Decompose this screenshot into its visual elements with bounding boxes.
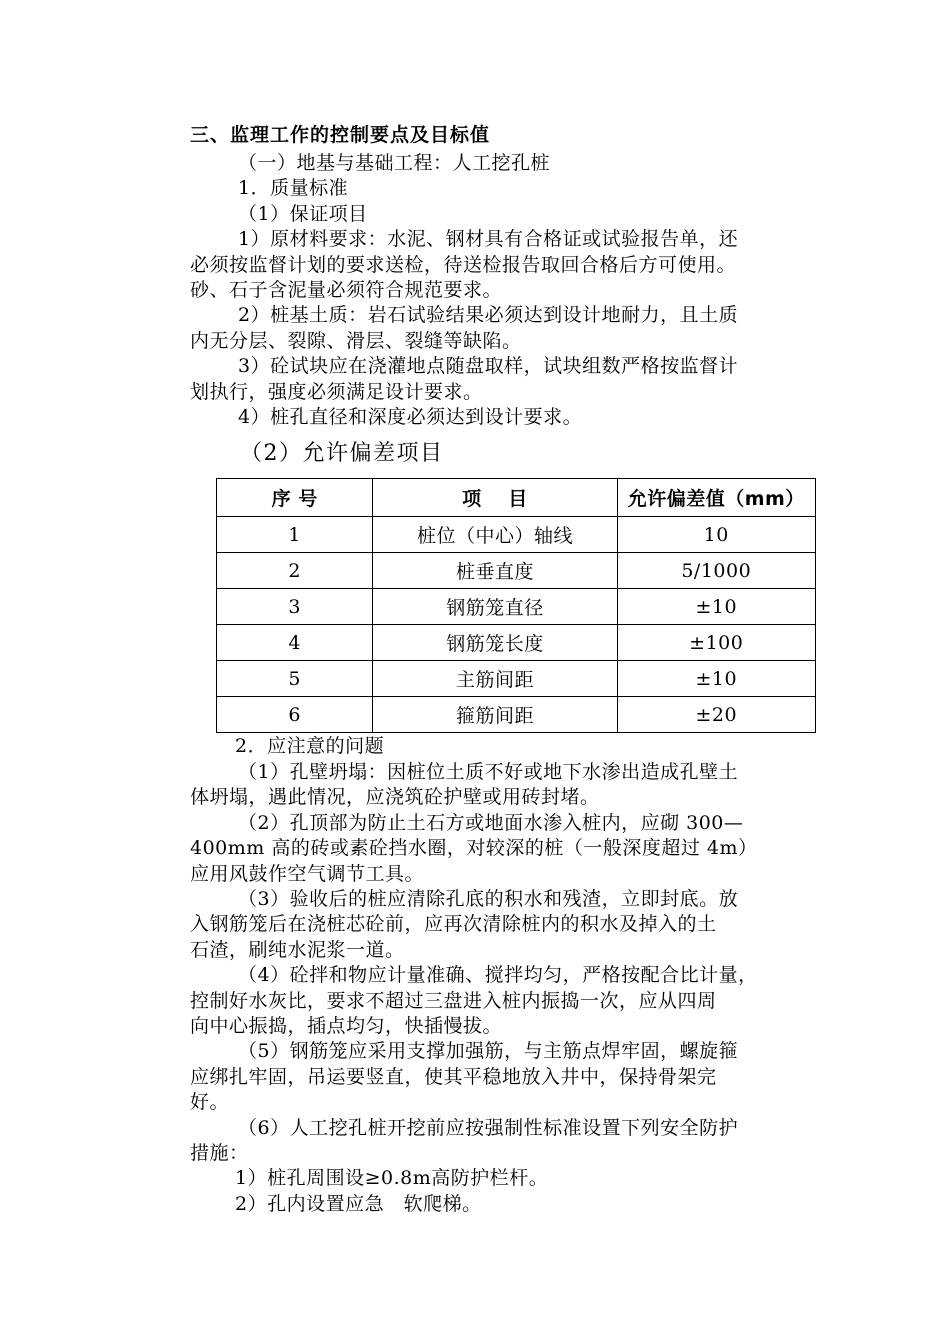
cell-serial: 2 <box>217 553 373 589</box>
note-3-line-1: （3）验收后的桩应清除孔底的积水和残渣，立即封底。放 <box>238 887 739 910</box>
safety-item-2: 2）孔内设置应急 软爬梯。 <box>235 1192 482 1215</box>
cell-tolerance: 10 <box>617 517 816 553</box>
safety-item-1: 1）桩孔周围设≥0.8m高防护栏杆。 <box>235 1167 549 1190</box>
cell-tolerance: ±20 <box>617 697 816 733</box>
note-2-line-3: 应用风鼓作空气调节工具。 <box>190 862 425 885</box>
note-5-line-2: 应绑扎牢固，吊运要竖直，使其平稳地放入井中，保持骨架完 <box>190 1065 717 1088</box>
cell-item: 钢筋笼直径 <box>373 589 617 625</box>
guarantee-item-4-line-1: 4）桩孔直径和深度必须达到设计要求。 <box>238 406 583 429</box>
note-5-line-1: （5）钢筋笼应采用支撑加强筋，与主筋点焊牢固，螺旋箍 <box>238 1040 739 1063</box>
cell-tolerance: ±10 <box>617 589 816 625</box>
guarantee-item-3-line-2: 划执行，强度必须满足设计要求。 <box>190 380 483 403</box>
header-serial: 序 号 <box>217 479 373 517</box>
cell-serial: 5 <box>217 661 373 697</box>
table-row <box>217 697 816 733</box>
note-6-line-2: 措施： <box>190 1141 249 1164</box>
subsection-heading: （一）地基与基础工程：人工挖孔桩 <box>238 152 551 174</box>
note-4-line-3: 向中心振捣，插点均匀，快插慢拔。 <box>190 1014 503 1037</box>
note-4-line-1: （4）砼拌和物应计量准确、搅拌均匀，严格按配合比计量， <box>238 964 758 987</box>
cell-item: 主筋间距 <box>373 661 617 697</box>
section-title: 三、监理工作的控制要点及目标值 <box>190 124 491 146</box>
cell-item: 桩位（中心）轴线 <box>373 517 617 553</box>
cell-serial: 6 <box>217 697 373 733</box>
cell-tolerance: 5/1000 <box>617 553 816 589</box>
table-row <box>217 517 816 553</box>
note-3-line-2: 入钢筋笼后在浇桩芯砼前，应再次清除桩内的积水及掉入的土 <box>190 913 717 936</box>
header-item: 项 目 <box>373 479 617 517</box>
note-2-line-1: （2）孔顶部为防止土石方或地面水渗入桩内，应砌 300— <box>238 811 744 834</box>
guarantee-items-heading: （1）保证项目 <box>238 202 368 225</box>
guarantee-item-3-line-1: 3）砼试块应在浇灌地点随盘取样，试块组数严格按监督计 <box>238 355 739 378</box>
note-4-line-2: 控制好水灰比，要求不超过三盘进入桩内振捣一次，应从四周 <box>190 989 717 1012</box>
cell-serial: 3 <box>217 589 373 625</box>
note-1-line-1: （1）孔壁坍塌：因桩位土质不好或地下水渗出造成孔壁土 <box>238 760 739 783</box>
cell-tolerance: ±100 <box>617 625 816 661</box>
note-1-line-2: 体坍塌，遇此情况，应浇筑砼护壁或用砖封堵。 <box>190 786 600 809</box>
table-header-row <box>217 479 816 517</box>
tolerance-heading: （2）允许偏差项目 <box>240 441 444 467</box>
note-3-line-3: 石渣，刷纯水泥浆一道。 <box>190 938 405 961</box>
guarantee-item-1-line-2: 必须按监督计划的要求送检，待送检报告取回合格后方可使用。 <box>190 253 737 276</box>
table-row <box>217 661 816 697</box>
note-6-line-1: （6）人工挖孔桩开挖前应按强制性标准设置下列安全防护 <box>238 1116 739 1139</box>
guarantee-item-1-line-1: 1）原材料要求：水泥、钢材具有合格证或试验报告单，还 <box>238 228 739 251</box>
cell-serial: 4 <box>217 625 373 661</box>
note-5-line-3: 好。 <box>190 1091 230 1114</box>
guarantee-item-2-line-1: 2）桩基土质：岩石试验结果必须达到设计地耐力，且土质 <box>238 304 739 327</box>
table-row <box>217 625 816 661</box>
cell-serial: 1 <box>217 517 373 553</box>
guarantee-item-2-line-2: 内无分层、裂隙、滑层、裂缝等缺陷。 <box>190 329 522 352</box>
guarantee-item-1-line-3: 砂、石子含泥量必须符合规范要求。 <box>190 279 503 302</box>
cell-item: 桩垂直度 <box>373 553 617 589</box>
tolerance-table <box>216 478 816 733</box>
document-body <box>190 121 820 1217</box>
cell-item: 钢筋笼长度 <box>373 625 617 661</box>
table-row <box>217 589 816 625</box>
quality-standard-heading: 1．质量标准 <box>238 177 349 200</box>
note-2-line-2: 400mm 高的砖或素砼挡水圈，对较深的桩（一般深度超过 4m） <box>190 837 758 860</box>
cell-tolerance: ±10 <box>617 661 816 697</box>
table-row <box>217 553 816 589</box>
notes-heading: 2．应注意的问题 <box>235 735 385 758</box>
cell-item: 箍筋间距 <box>373 697 617 733</box>
header-tolerance: 允许偏差值（mm） <box>617 479 816 517</box>
